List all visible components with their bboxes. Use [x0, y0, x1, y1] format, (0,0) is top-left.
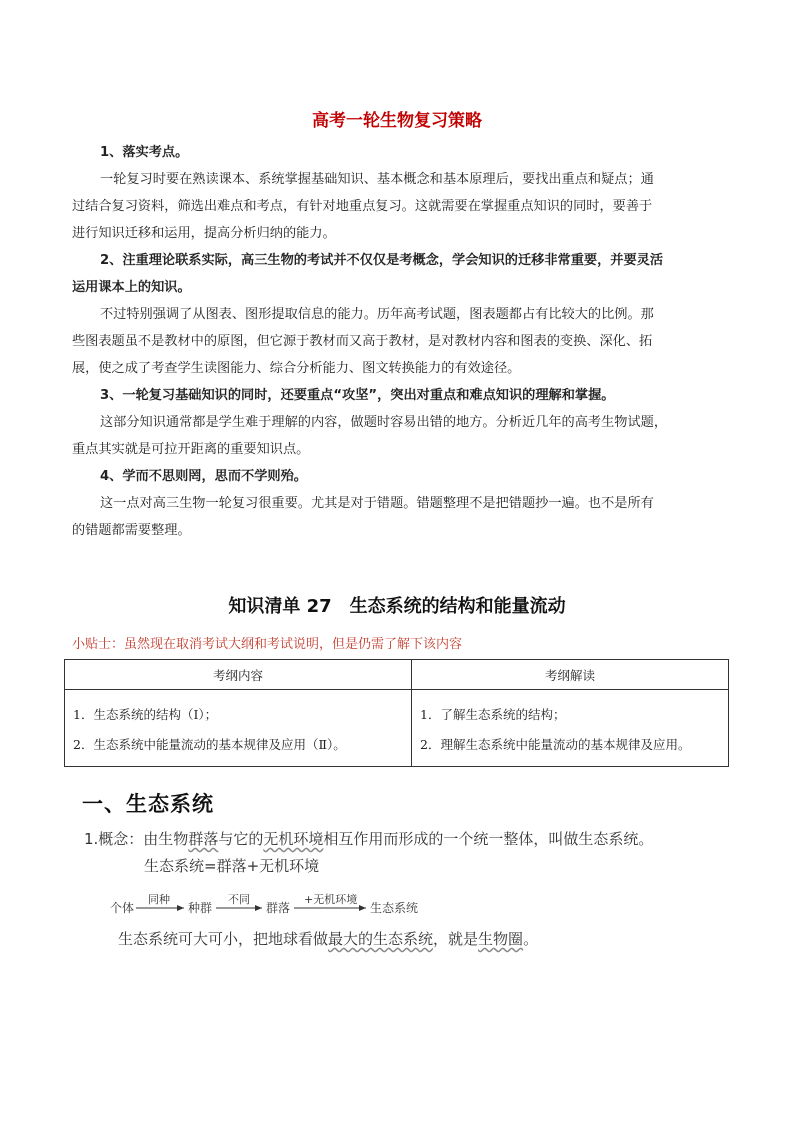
paragraph-line: 展，使之成了考查学生读图能力、综合分析能力、图文转换能力的有效途径。 [72, 361, 521, 376]
table-cell-line: 2．理解生态系统中能量流动的基本规律及应用。 [420, 737, 691, 752]
strategy-heading-4: 4、学而不思则罔，思而不学则殆。 [100, 469, 307, 484]
paragraph-line: 的错题都需要整理。 [72, 523, 191, 538]
concept-text: 相互作用而形成的一个统一整体，叫做生态系统。 [323, 830, 654, 848]
flow-arrow-label: 不同 [228, 893, 250, 906]
flow-arrow-label: 同种 [148, 893, 170, 906]
heading-line: 3、一轮复习基础知识的同时，还要重点“攻坚”，突出对重点和难点知识的理解和掌握。 [100, 388, 615, 403]
table-row [65, 690, 729, 767]
paragraph-line: 这部分知识通常都是学生难于理解的内容，做题时容易出错的地方。分析近几年的高考生物试题， [100, 415, 668, 430]
table-cell-line: 1．生态系统的结构（Ⅰ）； [73, 707, 218, 722]
flow-node: 群落 [266, 901, 291, 915]
section-title: 一、生态系统 [82, 792, 214, 816]
table-cell [65, 690, 412, 767]
strategy-paragraph-4 [72, 490, 724, 544]
summary-term: 最大的生态系统 [328, 930, 434, 948]
heading-line: 2、注重理论联系实际，高三生物的考试并不仅仅是考概念，学会知识的迁移非常重要，并要灵活 [100, 253, 664, 268]
formula: 生态系统=群落+无机环境 [144, 857, 320, 875]
strategy-paragraph-1 [72, 166, 724, 247]
outline-table [64, 659, 729, 767]
paragraph-line: 些图表题虽不是教材中的原图，但它源于教材而又高于教材，是对教材内容和图表的变换、深化、拓 [72, 334, 653, 349]
strategy-heading-3 [100, 382, 724, 409]
ecosystem-summary [118, 928, 538, 949]
checklist-title: 知识清单 27 生态系统的结构和能量流动 [228, 596, 566, 617]
flow-arrow-label: +无机环境 [304, 893, 358, 906]
summary-text: ，就是 [433, 930, 479, 948]
paragraph-line: 过结合复习资料，筛选出难点和考点，有针对地重点复习。这就需要在掌握重点知识的同时，要善于 [72, 199, 653, 214]
table-header-row [65, 660, 729, 690]
concept-term: 无机环境 [263, 830, 324, 848]
table-cell-line: 2．生态系统中能量流动的基本规律及应用（Ⅱ）。 [73, 737, 346, 752]
heading-line: 运用课本上的知识。 [72, 280, 191, 295]
table-header-cell: 考纲解读 [412, 660, 729, 690]
table-cell [412, 690, 729, 767]
table-header-cell: 考纲内容 [65, 660, 412, 690]
summary-text: 生态系统可大可小，把地球看做 [118, 930, 329, 948]
concept-term: 群落 [188, 830, 219, 848]
tip-note: 小贴士：虽然现在取消考试大纲和考试说明，但是仍需了解下该内容 [72, 637, 463, 652]
strategy-paragraph-3 [72, 409, 724, 463]
concept-definition [84, 828, 653, 849]
paragraph-line: 不过特别强调了从图表、图形提取信息的能力。历年高考试题，图表题都占有比较大的比例。那 [100, 307, 654, 322]
hierarchy-flow-diagram [100, 888, 460, 924]
summary-text: 。 [523, 930, 539, 948]
strategy-heading-2 [100, 247, 724, 274]
paragraph-line: 进行知识迁移和运用，提高分析归纳的能力。 [72, 226, 336, 241]
paragraph-line: 一轮复习时要在熟读课本、系统掌握基础知识、基本概念和基本原理后，要找出重点和疑点；通 [100, 172, 654, 187]
flow-node: 种群 [188, 901, 213, 915]
concept-text: 1.概念：由生物 [84, 830, 189, 848]
table-cell-line: 1．了解生态系统的结构； [420, 707, 566, 722]
paragraph-line: 重点其实就是可拉开距离的重要知识点。 [72, 442, 310, 457]
strategy-heading-2-cont [72, 274, 696, 301]
flow-node: 个体 [110, 901, 135, 915]
summary-term: 生物圈 [478, 930, 524, 948]
flow-node: 生态系统 [370, 901, 419, 915]
concept-text: 与它的 [218, 830, 264, 848]
page-title: 高考一轮生物复习策略 [312, 111, 482, 131]
strategy-heading-1: 1、落实考点。 [100, 145, 189, 160]
strategy-paragraph-2 [72, 301, 724, 382]
paragraph-line: 这一点对高三生物一轮复习很重要。尤其是对于错题。错题整理不是把错题抄一遍。也不是所有 [100, 496, 654, 511]
